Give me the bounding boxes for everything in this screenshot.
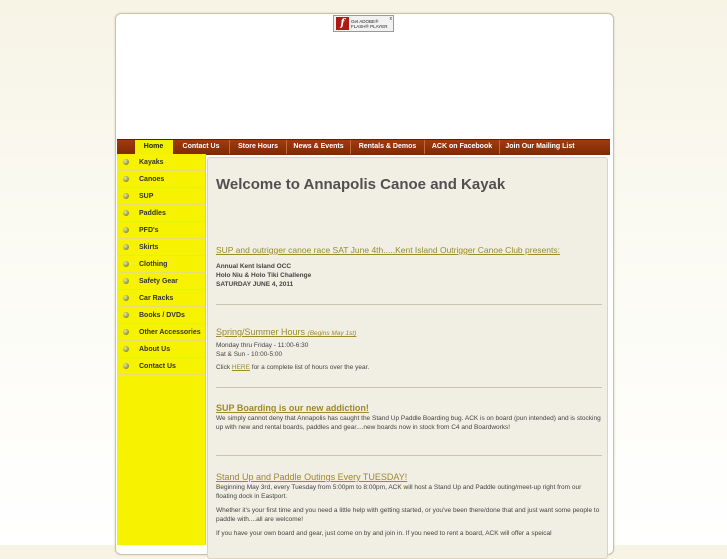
bullet-icon (123, 363, 129, 369)
sidebar (117, 154, 206, 545)
sidebar-item-label: Car Racks (139, 294, 174, 302)
bullet-icon (123, 295, 129, 301)
bullet-icon (123, 176, 129, 182)
sidebar-item-kayaks[interactable] (117, 154, 205, 171)
flash-badge-text (351, 19, 388, 29)
nav-store-hours[interactable]: Store Hours (230, 140, 287, 154)
divider (216, 455, 602, 456)
flash-line-1: Get ADOBE® (351, 18, 379, 24)
sidebar-item-label: Clothing (139, 260, 168, 268)
bullet-icon (123, 346, 129, 352)
race-heading-link[interactable]: SUP and outrigger canoe race SAT June 4th.....Kent Island Outrigger Canoe Club presents: (216, 245, 560, 255)
sidebar-item-paddles[interactable] (117, 205, 205, 222)
sidebar-item-label: Books / DVDs (139, 311, 185, 319)
sidebar-item-skirts[interactable] (117, 239, 205, 256)
race-line-3: SATURDAY JUNE 4, 2011 (216, 281, 294, 288)
sidebar-item-label: Canoes (139, 175, 165, 183)
outings-section (216, 472, 602, 538)
divider (216, 387, 602, 388)
hours-weekday: Monday thru Friday - 11:00-6:30 (216, 342, 309, 349)
bullet-icon (123, 329, 129, 335)
sidebar-item-canoes[interactable] (117, 171, 205, 188)
race-line-1: Annual Kent Island OCC (216, 263, 292, 270)
race-details (216, 262, 602, 289)
sidebar-item-label: About Us (139, 345, 171, 353)
sidebar-item-books-dvds[interactable] (117, 307, 205, 324)
outings-heading: Stand Up and Paddle Outings Every TUESDAY! (216, 472, 408, 482)
sidebar-item-label: Safety Gear (139, 277, 178, 285)
sidebar-item-safety-gear[interactable] (117, 273, 205, 290)
bullet-icon (123, 159, 129, 165)
hours-weekend: Sat & Sun - 10:00-5:00 (216, 351, 283, 358)
sidebar-item-clothing[interactable] (117, 256, 205, 273)
nav-join-mailing-list[interactable]: Join Our Mailing List (505, 143, 575, 150)
nav-news-events[interactable]: News & Events (287, 140, 351, 154)
sidebar-item-label: Skirts (139, 243, 159, 251)
bullet-icon (123, 312, 129, 318)
nav-rentals-demos[interactable]: Rentals & Demos (351, 140, 425, 154)
sidebar-item-label: PFD's (139, 226, 159, 234)
sidebar-item-sup[interactable] (117, 188, 205, 205)
bullet-icon (123, 193, 129, 199)
race-line-2: Holo Niu & Holo Tiki Challenge (216, 272, 312, 279)
bullet-icon (123, 227, 129, 233)
bullet-icon (123, 261, 129, 267)
page-title: Welcome to Annapolis Canoe and Kayak (216, 176, 506, 193)
sidebar-item-label: Paddles (139, 209, 166, 217)
sup-body: We simply cannot deny that Annapolis has caught the Stand Up Paddle Boarding bug. ACK is on board (pun intended) and is stocking up with new and rental boards, paddles and gear....new boards now in stock from C4 and Boardworks! (216, 415, 601, 431)
sidebar-item-label: SUP (139, 192, 154, 200)
content-panel (207, 157, 608, 559)
outings-paragraph-1: Beginning May 3rd, every Tuesday from 5:00pm to 8:00pm, ACK will host a Stand Up and Paddle outing/meet-up right from our floating dock in Eastport. (216, 484, 582, 500)
hours-here-link[interactable]: HERE (231, 364, 250, 371)
sup-heading: SUP Boarding is our new addiction! (216, 403, 369, 413)
hours-click-prefix: Click (216, 364, 232, 371)
outings-paragraph-3: If you have your own board and gear, just come on by and join in. If you need to rent a board, ACK will offer a speical (216, 530, 552, 537)
sidebar-item-car-racks[interactable] (117, 290, 205, 307)
nav-contact-us[interactable]: Contact Us (173, 140, 230, 154)
hours-click-line (216, 363, 602, 372)
sidebar-item-about-us[interactable] (117, 341, 205, 358)
outings-paragraph-2: Whether it's your first time and you need a little help with getting started, or you've been there/done that and just want some people to paddle with....all are welcome! (216, 507, 600, 523)
flash-icon: f (336, 17, 349, 30)
divider (216, 304, 602, 305)
sidebar-item-label: Kayaks (139, 158, 164, 166)
sidebar-item-contact-us[interactable] (117, 358, 205, 375)
bullet-icon (123, 278, 129, 284)
hours-click-suffix: for a complete list of hours over the year. (249, 364, 370, 371)
sidebar-item-label: Other Accessories (139, 328, 201, 336)
get-flash-player-badge[interactable] (333, 15, 394, 32)
nav-ack-on-facebook[interactable]: ACK on Facebook (425, 140, 500, 154)
sidebar-item-pfds[interactable] (117, 222, 205, 239)
top-navigation (117, 139, 610, 155)
sidebar-item-other-accessories[interactable] (117, 324, 205, 341)
sidebar-item-label: Contact Us (139, 362, 176, 370)
race-section (216, 240, 602, 258)
sup-section (216, 403, 602, 432)
hours-heading (216, 327, 356, 337)
nav-home[interactable]: Home (135, 140, 173, 154)
bullet-icon (123, 244, 129, 250)
flash-line-2: FLASH® PLAYER (351, 23, 388, 29)
hours-section (216, 322, 602, 372)
close-icon[interactable]: x (389, 16, 392, 22)
hours-heading-note: (Begins May 1st) (307, 330, 357, 337)
hours-heading-text: Spring/Summer Hours (216, 327, 306, 337)
bullet-icon (123, 210, 129, 216)
